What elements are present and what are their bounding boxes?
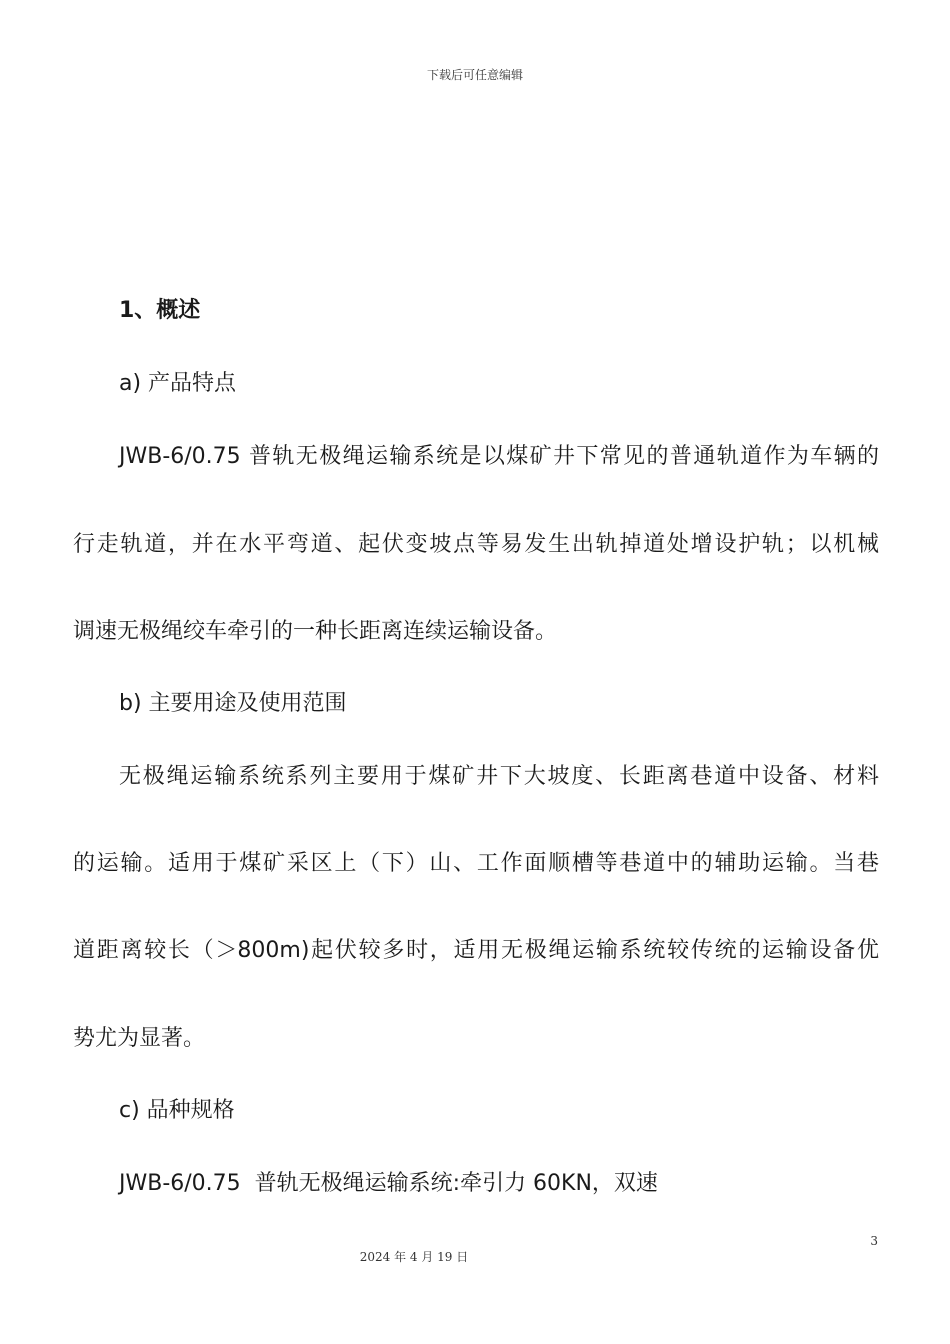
section-b-title: b) 主要用途及使用范围 [119,691,347,716]
page-footer-date: 2024 年 4 月 19 日 [359,1250,469,1264]
section-b-line-2: 的运输。适用于煤矿采区上（下）山、工作面顺槽等巷道中的辅助运输。当巷 [73,851,879,876]
section-heading: 1、概述 [119,298,201,323]
section-a-title: a) 产品特点 [119,371,237,396]
section-c-line: JWB-6/0.75 普轨无极绳运输系统:牵引力 60KN，双速 [119,1171,658,1196]
page-number: 3 [870,1234,878,1248]
section-a-line-2: 行走轨道，并在水平弯道、起伏变坡点等易发生出轨掉道处增设护轨；以机械 [73,532,879,557]
section-a-line-3: 调速无极绳绞车牵引的一种长距离连续运输设备。 [73,619,558,644]
section-b-line-4: 势尤为显著。 [73,1026,206,1051]
section-b-line-1: 无极绳运输系统系列主要用于煤矿井下大坡度、长距离巷道中设备、材料 [119,764,879,789]
page-header: 下载后可任意编辑 [426,68,523,82]
section-a-line-1: JWB-6/0.75 普轨无极绳运输系统是以煤矿井下常见的普通轨道作为车辆的 [119,444,879,469]
section-b-line-3: 道距离较长（＞800m)起伏较多时，适用无极绳运输系统较传统的运输设备优 [73,938,879,963]
section-c-title: c) 品种规格 [119,1098,235,1123]
